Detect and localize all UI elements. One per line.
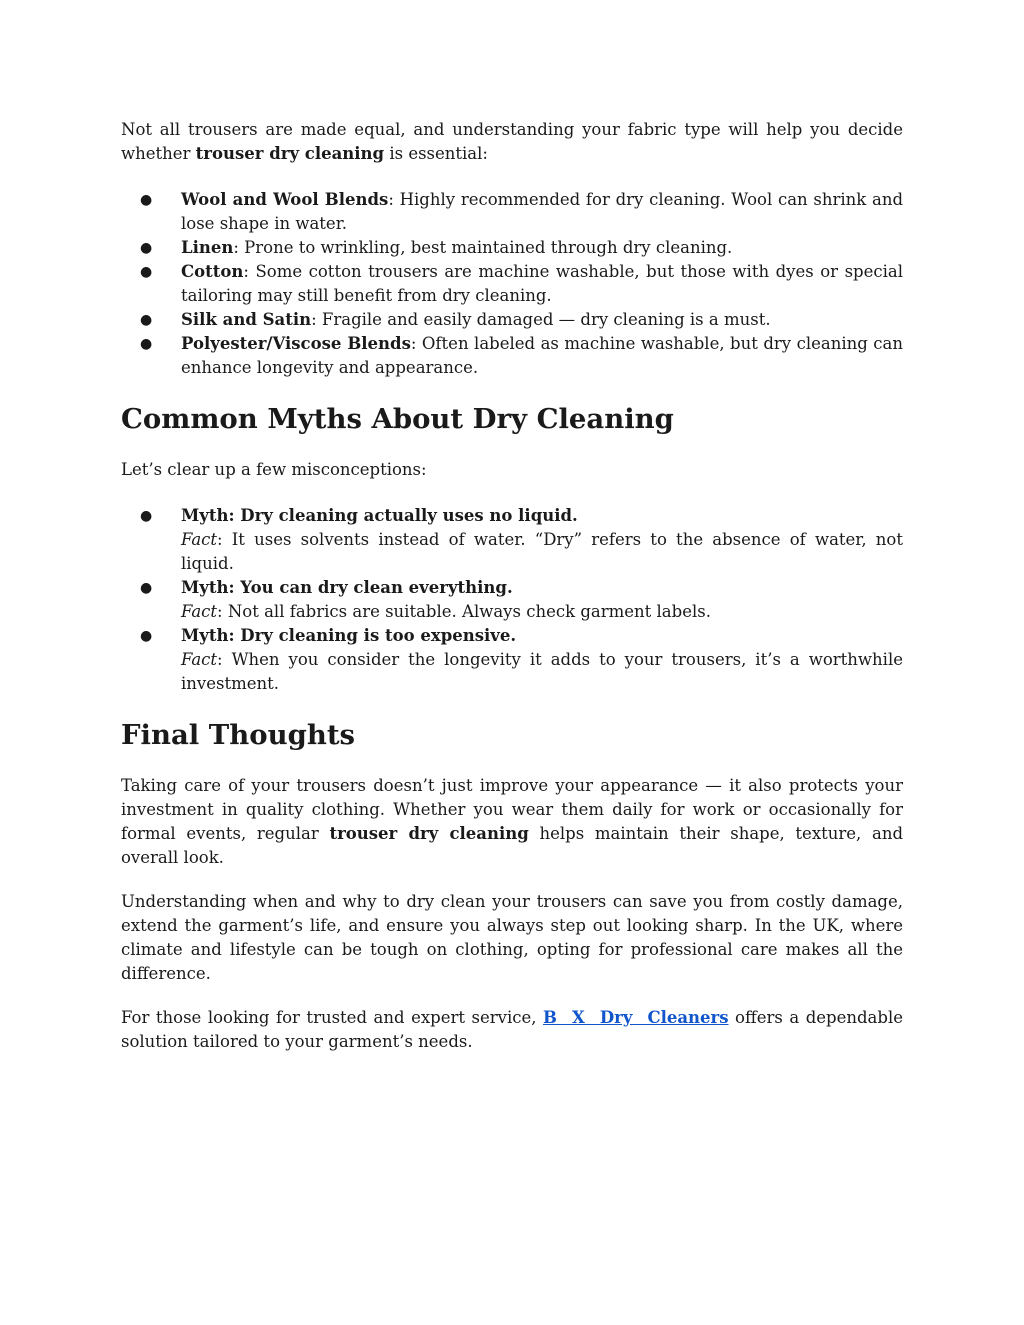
myth-statement: Myth: Dry cleaning actually uses no liquid. — [181, 506, 578, 525]
fabric-description: : Often labeled as machine washable, but dry cleaning can enhance longevity and appearance. — [181, 334, 903, 377]
fact-label: Fact — [181, 530, 218, 549]
fabric-term: Wool and Wool Blends — [181, 190, 389, 209]
fact-line — [181, 530, 903, 573]
intro-bold-term: trouser dry cleaning — [195, 144, 385, 163]
myth-statement: Myth: You can dry clean everything. — [181, 578, 513, 597]
fabric-term: Silk and Satin — [181, 310, 312, 329]
fabric-list — [121, 188, 903, 380]
fact-line — [181, 650, 903, 693]
bullet-icon: ● — [140, 508, 153, 524]
bullet-icon: ● — [140, 192, 153, 208]
intro-paragraph — [121, 118, 903, 166]
bullet-icon: ● — [140, 240, 153, 256]
paragraph-text-end: offers a dependable solution tailored to your garment’s needs. — [121, 1008, 903, 1051]
fabric-term: Linen — [181, 238, 234, 257]
fabric-description: : Some cotton trousers are machine washable, but those with dyes or special tailoring may still benefit from dry cleaning. — [181, 262, 903, 305]
bullet-icon: ● — [140, 264, 153, 280]
final-paragraph-2: Understanding when and why to dry clean your trousers can save you from costly damage, extend the garment’s life, and ensure you always step out looking sharp. In the UK, where climate and lifestyle can be tough on clothing, opting for professional care makes all the difference. — [121, 892, 903, 983]
fabric-description: : Highly recommended for dry cleaning. Wool can shrink and lose shape in water. — [181, 190, 904, 233]
paragraph-text: Taking care of your trousers doesn’t just improve your appearance — it also protects your investment in quality clothing. Whether you wear them daily for work or occasionally for formal events, regular — [121, 776, 903, 843]
list-item — [121, 308, 903, 332]
bx-dry-cleaners-link[interactable]: B X Dry Cleaners — [543, 1008, 729, 1027]
list-item — [121, 260, 903, 308]
list-item — [121, 236, 903, 260]
list-item — [121, 504, 903, 576]
fact-line — [181, 602, 711, 621]
fabric-description: : Fragile and easily damaged — dry cleaning is a must. — [311, 310, 771, 329]
bullet-icon: ● — [140, 336, 153, 352]
fact-text: : It uses solvents instead of water. “Dry” refers to the absence of water, not liquid. — [181, 530, 903, 573]
list-item — [121, 332, 903, 380]
fact-text: : When you consider the longevity it adds to your trousers, it’s a worthwhile investment. — [181, 650, 903, 693]
bold-term: trouser dry cleaning — [329, 824, 529, 843]
intro-text-end: is essential: — [384, 144, 488, 163]
fabric-description: : Prone to wrinkling, best maintained through dry cleaning. — [233, 238, 733, 257]
bullet-icon: ● — [140, 580, 153, 596]
myth-statement: Myth: Dry cleaning is too expensive. — [181, 626, 517, 645]
myths-intro: Let’s clear up a few misconceptions: — [121, 460, 427, 479]
fabric-term: Polyester/Viscose Blends — [181, 334, 411, 353]
final-paragraph-1 — [121, 774, 903, 870]
final-paragraph-3 — [121, 1006, 903, 1054]
fabric-term: Cotton — [181, 262, 244, 281]
paragraph-text: For those looking for trusted and expert service, — [121, 1008, 544, 1027]
list-item — [121, 576, 903, 624]
fact-label: Fact — [181, 650, 218, 669]
final-heading: Final Thoughts — [121, 719, 356, 751]
bullet-icon: ● — [140, 628, 153, 644]
document-page — [121, 118, 903, 1054]
bullet-icon: ● — [140, 312, 153, 328]
list-item — [121, 188, 903, 236]
fact-label: Fact — [181, 602, 218, 621]
intro-text: Not all trousers are made equal, and understanding your fabric type will help you decide whether — [121, 120, 903, 163]
fact-text: : Not all fabrics are suitable. Always check garment labels. — [217, 602, 711, 621]
myths-list — [121, 504, 903, 696]
myths-heading: Common Myths About Dry Cleaning — [121, 403, 674, 435]
list-item — [121, 624, 903, 696]
paragraph-text-end: helps maintain their shape, texture, and overall look. — [121, 824, 904, 867]
